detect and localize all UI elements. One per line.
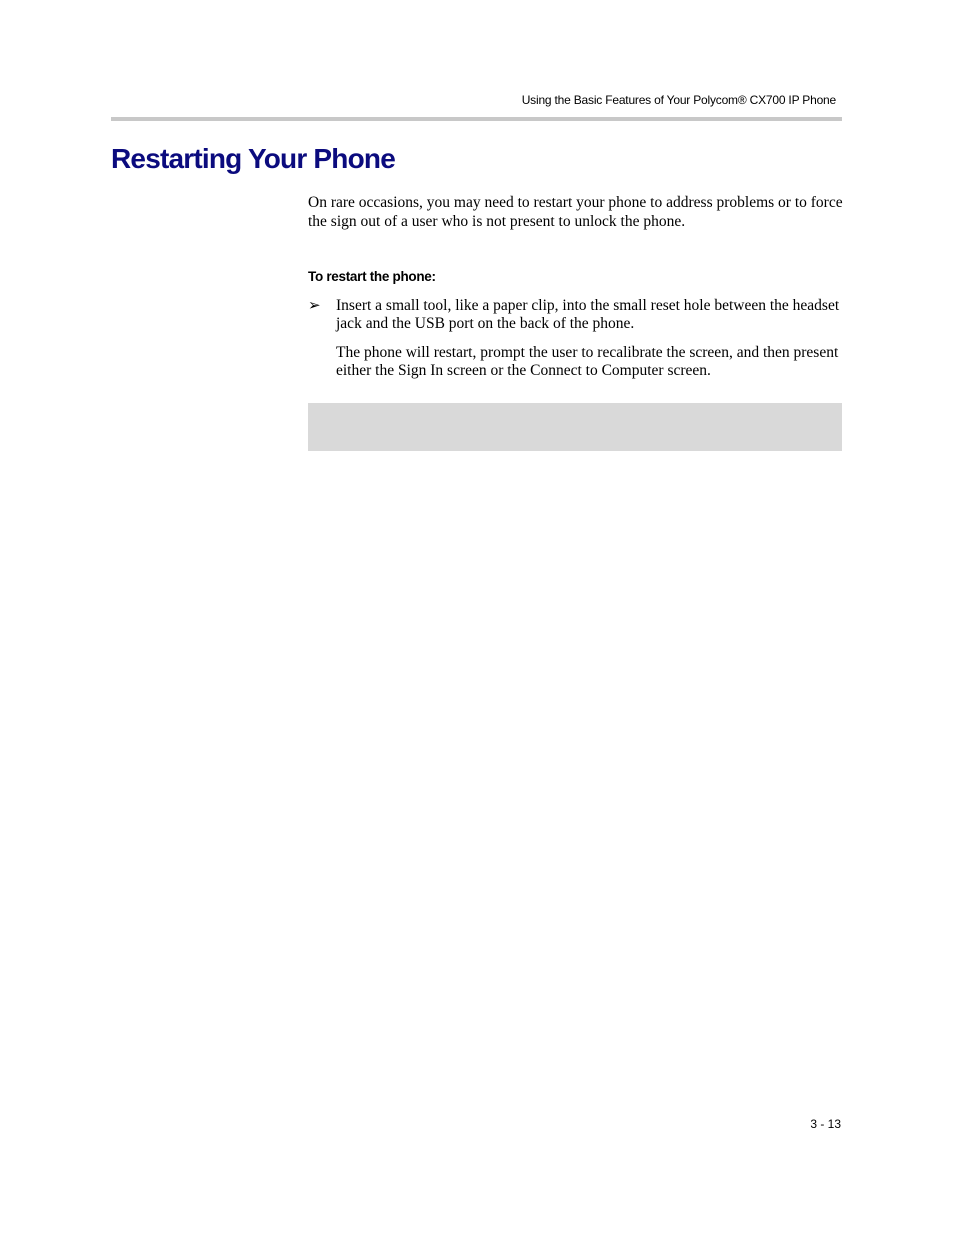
procedure-step: [308, 297, 844, 333]
intro-paragraph: On rare occasions, you may need to restart your phone to address problems or to force the sign out of a user who is not present to unlock the phone.: [308, 194, 843, 230]
arrow-bullet-icon: ➢: [308, 298, 321, 314]
step-text: Insert a small tool, like a paper clip, into the small reset hole between the headset jack and the USB port on the back of the phone.: [336, 297, 840, 332]
page-number: 3 - 13: [810, 1117, 841, 1131]
running-header: Using the Basic Features of Your Polycom® CX700 IP Phone: [521, 93, 836, 107]
note-box: [308, 403, 842, 451]
header-divider: [111, 117, 842, 121]
step-result: The phone will restart, prompt the user to recalibrate the screen, and then present either the Sign In screen or the Connect to Computer screen.: [336, 344, 839, 379]
section-title: Restarting Your Phone: [111, 143, 395, 174]
procedure-heading: To restart the phone:: [308, 269, 436, 284]
